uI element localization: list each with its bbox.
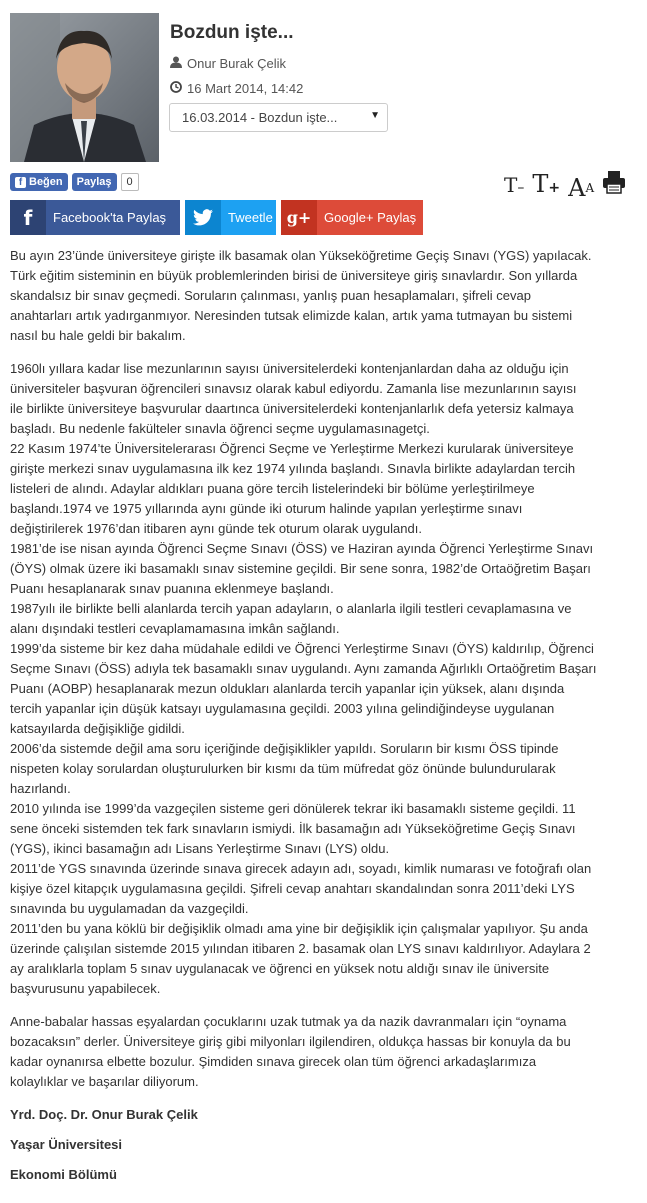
publish-date: 16 Mart 2014, 14:42 <box>187 81 304 96</box>
tweet-label: Tweetle <box>228 210 273 225</box>
twitter-icon <box>185 200 221 235</box>
signature-name: Yrd. Doç. Dr. Onur Burak Çelik <box>10 1107 198 1122</box>
print-icon[interactable] <box>602 170 626 201</box>
paragraph-intro: Bu ayın 23’ünde üniversiteye girişte ilk basamak olan Yükseköğretime Geçiş Sınavı (YGS) yapılacak. Türk eğitim sisteminin en büyük problemlerinden birisi de üniversiteye giriş sınavlardır. Son yıllarda skandalsız bir sınav geçmedi. Soruların çalınması, yanlış puan hesaplamaları, şifreli cevap anahtarları artık yadırganmıyor. Neresinden tutsak elimizde kalan, artık yama tutmayan bu sistemi nasıl bu hale geldi bir bakalım. <box>10 248 592 343</box>
archive-select[interactable] <box>169 103 388 132</box>
author-name[interactable]: Onur Burak Çelik <box>187 56 286 71</box>
facebook-share-button[interactable] <box>10 200 180 235</box>
user-icon <box>170 56 182 71</box>
facebook-share-label: Facebook'ta Paylaş <box>53 210 167 225</box>
like-label: Beğen <box>29 176 63 188</box>
signature-department: Ekonomi Bölümü <box>10 1167 117 1182</box>
date-meta <box>170 81 303 96</box>
paragraph-closing: Anne-babalar hassas eşyalardan çocuklarını uzak tutmak ya da nazik davranmaları için “oynama bozacaksın” derler. Üniversiteye giriş gibi milyonları ilgilendiren, oldukça hassas bir konuyla da bu kadar oynanırsa elbette bozulur. Şimdiden sınava girecek olan tüm öğrenci arkadaşlarımıza kolaylıklar ve başarılar diliyorum. <box>10 1014 571 1089</box>
article-body <box>10 246 636 1195</box>
increase-font-icon[interactable]: T+ <box>532 170 561 198</box>
tweet-button[interactable] <box>185 200 276 235</box>
author-meta <box>170 56 286 71</box>
facebook-icon: f <box>15 177 26 188</box>
share-bar <box>10 200 423 235</box>
google-share-button[interactable] <box>281 200 423 235</box>
archive-select-value: 16.03.2014 - Bozdun işte... <box>182 110 338 125</box>
text-tools <box>504 170 626 201</box>
author-photo <box>10 13 159 162</box>
google-plus-icon: g+ <box>281 200 317 235</box>
facebook-icon: f <box>10 200 46 235</box>
paragraph-history: 1960lı yıllara kadar lise mezunlarının sayısı üniversitelerdeki kontenjanlardan daha az olduğu için üniversiteler başvuran öğrencileri sınavsız olarak kabul ediyordu. Zamanla lise mezunlarının sayısı ile birlikte üniversiteye başvurular daartınca üniversitelerdeki kontenjanlarlık defa yetersiz kalmaya başladı. Bu nedenle fakülteler sınavla öğrenci seçme uygulamasınagetçi. 22 Kasım 1974’te Üniversitelerarası Öğrenci Seçme ve Yerleştirme Merkezi kurularak üniversiteye girişte merkezi sınav uygulamasına ilk kez 1974 yılında başlandı. Sınavla birlikte adaylardan tercih listeleri de alındı. Adaylar aldıkları puana göre tercih listelerindeki bir bölüme yerleştirilmeye başlandı.1974 ve 1975 yıllarında aynı günde iki oturum halinde yapılan yerleştirme sınavı değiştirilerek 1976’dan itibaren aynı günde tek oturum olarak uygulandı. 1981’de ise nisan ayında Öğrenci Seçme Sınavı (ÖSS) ve Haziran ayında Öğrenci Yerleştirme Sınavı (ÖYS) olmak üzere iki basamaklı sınav sistemine geçildi. Bir sene sonra, 1982’de Ortaöğretim Başarı Puanı hesaplanarak sınav puanına eklenmeye başlandı. 1987yılı ile birlikte belli alanlarda tercih yapan adayların, o alanlarla ilgili testleri cevaplamasına ve alanı dışındaki testleri cevaplamamasına imkân sağlandı. 1999’da sisteme bir kez daha müdahale edildi ve Öğrenci Yerleştirme Sınavı (ÖYS) kaldırılıp, Öğrenci Seçme Sınavı (ÖSS) adıyla tek basamaklı sınav uygulandı. Aynı zamanda Ağırlıklı Ortaöğretim Başarı Puanı (AOBP) hesaplanarak mezun oldukları alanlarda tercih yapanlar için yüksek, alanı dışında tercih yapanlar için düşük katsayı uygulamasına geçildi. 2003 yılına gelindiğindeyse uygulanan katsayılarda değişikliğe gidildi. 2006’da sistemde değil ama soru içeriğinde değişiklikler yapıldı. Soruların bir kısmı ÖSS tipinde nispeten kolay sorulardan oluşturulurken bir kısmı da tüm müfredat göz önünde bulundurularak hazırlandı. 2010 yılında ise 1999’da vazgeçilen sisteme geri dönülerek tekrar iki basamaklı sisteme geçildi. 11 sene önceki sistemden tek fark sınavların ismiydi. İlk basamağın adı Yükseköğretime Geçiş Sınavı (YGS), ikinci basamağın adı Lisans Yerleştirme Sınavı (LYS) oldu. 2011’de YGS sınavında üzerinde sınava girecek adayın adı, soyadı, kimlik numarası ve fotoğrafı olan kişiye özel kitapçık uygulamasına geçildi. Şifreli cevap anahtarı skandalından sonra 2011’deki LYS sınavında bu uygulamadan da vazgeçildi. 2011’den bu yana köklü bir değişiklik olmadı ama yine bir değişiklik için çalışmalar yapılıyor. Şu anda üzerinde çalışılan sistemde 2015 yılından itibaren 2. basamak olan LYS sınavı kaldırılıyor. Adaylara 2 ay aralıklarla toplam 5 sınav uygulanacak ve öğrenci en yüksek notu aldığı sınav ile üniversite başvurusunu yapabilecek. <box>10 361 597 996</box>
share-count: 0 <box>121 173 139 191</box>
facebook-widget <box>10 172 139 192</box>
google-share-label: Google+ Paylaş <box>324 210 417 225</box>
fb-share-label: Paylaş <box>76 176 112 188</box>
reset-font-icon[interactable]: $A^A$ <box>568 174 595 202</box>
signature-university: Yaşar Üniversitesi <box>10 1137 123 1152</box>
like-button[interactable] <box>10 173 68 191</box>
decrease-font-icon[interactable]: T– <box>504 173 525 197</box>
fb-share-button[interactable] <box>72 173 117 191</box>
chevron-down-icon: ▼ <box>370 110 380 121</box>
article-title: Bozdun işte... <box>170 22 294 43</box>
clock-icon <box>170 81 182 96</box>
